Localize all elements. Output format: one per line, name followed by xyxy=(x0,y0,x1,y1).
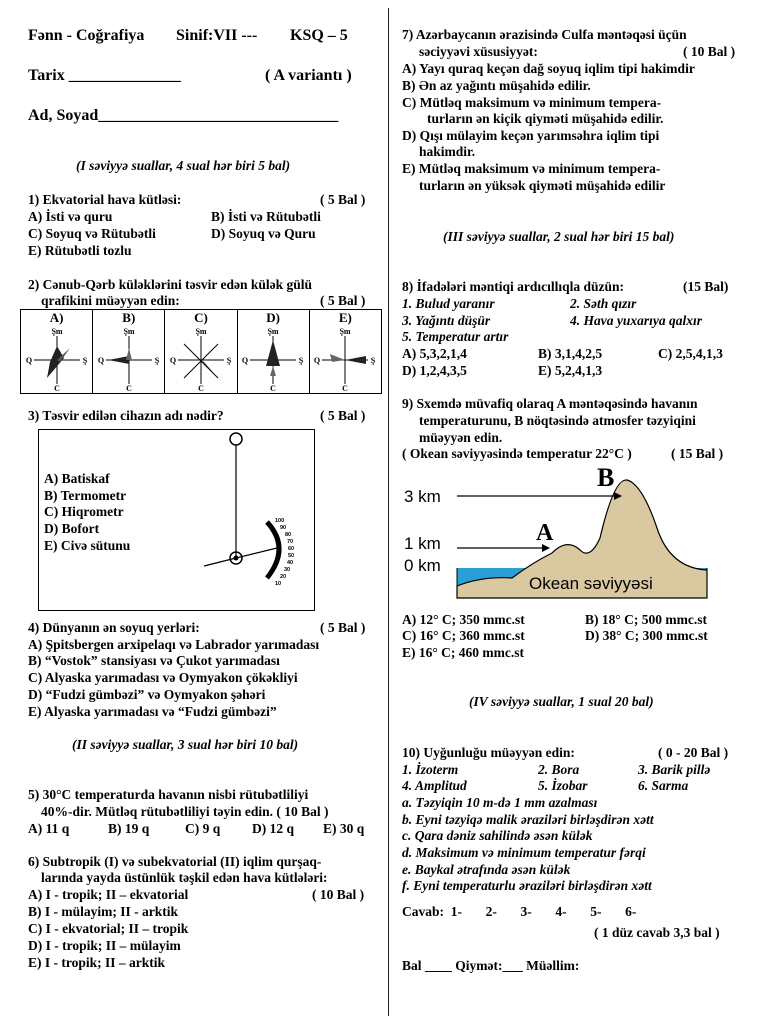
option-c[interactable]: C) I - ekvatorial; II – tropik xyxy=(28,921,189,936)
point-a-label: A xyxy=(536,520,554,546)
south-label: C xyxy=(198,384,204,392)
question-text: 7) Azərbaycanın ərazisində Culfa məntəqəsi üçün xyxy=(402,27,687,42)
east-label: Ş xyxy=(298,356,304,365)
scale-label-30: 30 xyxy=(284,567,291,573)
option-d[interactable]: D) “Fudzi gümbəzi” və Oymyakon şəhəri xyxy=(28,687,266,702)
option-a[interactable]: A) 11 q xyxy=(28,821,70,836)
subject: Fənn - Coğrafiya xyxy=(28,27,145,44)
variant: ( A variantı ) xyxy=(265,67,352,84)
date-label: Tarix ______________ xyxy=(28,67,181,84)
option-b[interactable]: B) Termometr xyxy=(44,488,127,503)
option-b[interactable]: B) I - mülayim; II - arktik xyxy=(28,904,179,919)
south-label: C xyxy=(125,384,132,392)
definition-f: f. Eyni temperaturlu əraziləri birləşdirən xətt xyxy=(402,878,652,893)
term-5: 5. İzobar xyxy=(538,778,588,793)
level-1km: 1 km xyxy=(404,534,441,553)
east-label: Ş xyxy=(226,356,232,365)
north-label: Şm xyxy=(339,327,351,336)
question-text: 5) 30°C temperaturda havanın nisbi rütubətliliyi xyxy=(28,787,309,802)
section-heading-4: (IV səviyyə suallar, 1 sual 20 bal) xyxy=(469,694,654,709)
question-text-cont: səciyyəvi xüsusiyyət: xyxy=(419,44,538,59)
option-b[interactable]: B) 18° C; 500 mmc.st xyxy=(585,612,708,627)
option-d[interactable]: D) Soyuq və Quru xyxy=(211,226,316,241)
east-label: Ş xyxy=(154,356,160,365)
option-b[interactable]: B) “Vostok” stansiyası və Çukot yarımadası xyxy=(28,653,280,668)
west-label: Q xyxy=(314,356,321,365)
option-d[interactable]: D) Bofort xyxy=(44,521,100,536)
option-d[interactable]: D) Qışı mülayim keçən yarımsəhra iqlim tipi xyxy=(402,128,660,143)
question-text-cont: temperaturunu, B nöqtəsində atmosfer təzyiqini xyxy=(419,413,696,428)
wind-rose-c[interactable] xyxy=(165,310,237,394)
scoring-note: ( 1 düz cavab 3,3 bal ) xyxy=(594,925,720,940)
option-d[interactable]: D) 12 q xyxy=(252,821,295,836)
wind-rose-b-icon xyxy=(94,326,164,392)
option-c[interactable]: C) Alyaska yarımadası və Oymyakon çökəkliyi xyxy=(28,670,298,685)
option-a[interactable]: A) I - tropik; II – ekvatorial xyxy=(28,887,189,902)
wind-rose-b[interactable] xyxy=(93,310,165,394)
option-c-cont: turların ən kiçik qiyməti müşahidə edilir. xyxy=(427,111,664,126)
wind-rose-d-icon xyxy=(238,326,308,392)
term-4: 4. Amplitud xyxy=(402,778,467,793)
option-c[interactable]: C) 2,5,4,1,3 xyxy=(658,346,723,361)
west-label: Q xyxy=(97,356,104,365)
hygrometer-icon xyxy=(179,430,314,610)
question-points: ( 0 - 20 Bal ) xyxy=(658,745,729,760)
term-1: 1. İzoterm xyxy=(402,762,459,777)
question-text: 4) Dünyanın ən soyuq yerləri: xyxy=(28,620,200,635)
column-divider xyxy=(388,8,389,1016)
option-label: E) xyxy=(338,310,352,325)
option-e-cont: turların ən yüksək qiyməti müşahidə edilir xyxy=(419,178,666,193)
question-text-cont: 40%-dir. Mütləq rütubətliliyi təyin edin. ( 10 Bal ) xyxy=(41,804,329,819)
option-e[interactable]: E) 30 q xyxy=(323,821,365,836)
option-a[interactable]: A) 12° C; 350 mmc.st xyxy=(402,612,525,627)
wind-rose-a-icon xyxy=(22,326,92,392)
question-text-cont: qrafikini müəyyən edin: xyxy=(41,293,180,308)
definition-c: c. Qara dəniz sahilində əsən külək xyxy=(402,828,593,843)
question-points: ( 5 Bal ) xyxy=(320,408,366,423)
name-label: Ad, Soyad______________________________ xyxy=(28,107,339,124)
question-points: ( 5 Bal ) xyxy=(320,293,366,308)
option-d[interactable]: D) I - tropik; II – mülayim xyxy=(28,938,181,953)
question-note: ( Okean səviyyəsində temperatur 22°C ) xyxy=(402,446,632,461)
scale-label-40: 40 xyxy=(287,560,294,566)
option-c[interactable]: C) Mütləq maksimum və minimum tempera- xyxy=(402,95,662,110)
scale-label-60: 60 xyxy=(288,546,295,552)
option-a[interactable]: A) İsti və quru xyxy=(28,209,113,224)
option-c[interactable]: C) 9 q xyxy=(185,821,221,836)
level-0km: 0 km xyxy=(404,556,441,575)
statement-1: 1. Bulud yaranır xyxy=(402,296,495,311)
question-text: 1) Ekvatorial hava kütləsi: xyxy=(28,192,182,207)
term-3: 3. Barik pillə xyxy=(638,762,711,777)
south-label: C xyxy=(53,384,60,392)
south-label: C xyxy=(270,384,277,392)
option-d-cont: hakimdir. xyxy=(419,144,476,159)
option-c[interactable]: C) Hiqrometr xyxy=(44,504,124,519)
footer-grade-line[interactable]: Bal ____ Qiymət:___ Müəllim: xyxy=(402,958,580,973)
question-text: 10) Uyğunluğu müəyyən edin: xyxy=(402,745,575,760)
scale-label-100: 100 xyxy=(275,518,285,524)
option-e[interactable]: E) 16° C; 460 mmc.st xyxy=(402,645,525,660)
option-b[interactable]: B) 19 q xyxy=(108,821,150,836)
question-points: ( 15 Bal ) xyxy=(671,446,724,461)
south-label: C xyxy=(342,384,349,392)
west-label: Q xyxy=(242,356,249,365)
section-heading-1: (I səviyyə suallar, 4 sual hər biri 5 bal) xyxy=(76,158,291,173)
question-points: ( 5 Bal ) xyxy=(320,192,366,207)
option-c[interactable]: C) 16° C; 360 mmc.st xyxy=(402,628,525,643)
question-text-cont-2: müəyyən edin. xyxy=(419,430,503,445)
option-a[interactable]: A) Yayı quraq keçən dağ soyuq iqlim tipi hakimdir xyxy=(402,61,695,76)
section-heading-3: (III səviyyə suallar, 2 sual hər biri 15 bal) xyxy=(443,229,675,244)
north-label: Şm xyxy=(267,327,279,336)
question-text: 9) Sxemdə müvafiq olaraq A məntəqəsində havanın xyxy=(402,396,698,411)
option-label: D) xyxy=(266,310,281,325)
north-label: Şm xyxy=(123,327,135,336)
question-points: ( 5 Bal ) xyxy=(320,620,366,635)
option-label: C) xyxy=(194,310,208,325)
option-label: A) xyxy=(49,310,64,325)
question-points: (15 Bal) xyxy=(683,279,729,294)
wind-rose-e[interactable] xyxy=(309,310,381,394)
north-label: Şm xyxy=(51,327,63,336)
device-figure xyxy=(38,429,315,611)
wind-rose-table xyxy=(20,309,382,394)
question-text-cont: larında yayda üstünlük təşkil edən hava kütlələri: xyxy=(41,870,328,885)
option-e[interactable]: E) 5,2,4,1,3 xyxy=(538,363,603,378)
statement-5: 5. Temperatur artır xyxy=(402,329,509,344)
scale-label-10: 10 xyxy=(275,581,282,587)
answer-row[interactable]: Cavab: 1- 2- 3- 4- 5- 6- xyxy=(402,904,637,919)
ocean-label: Okean səviyyəsi xyxy=(529,574,653,593)
section-heading-2: (II səviyyə suallar, 3 sual hər biri 10 bal) xyxy=(72,737,299,752)
level-3km: 3 km xyxy=(404,487,441,506)
option-c[interactable]: C) Soyuq və Rütubətli xyxy=(28,226,156,241)
option-e[interactable]: E) Mütləq maksimum və minimum tempera- xyxy=(402,161,661,176)
scale-label-20: 20 xyxy=(280,574,287,580)
question-points: ( 10 Bal ) xyxy=(312,887,365,902)
option-a[interactable]: A) Batiskaf xyxy=(44,471,110,486)
option-d[interactable]: D) 1,2,4,3,5 xyxy=(402,363,467,378)
term-2: 2. Bora xyxy=(538,762,580,777)
question-points: ( 10 Bal ) xyxy=(683,44,736,59)
term-6: 6. Sarma xyxy=(638,778,689,793)
question-text: 8) İfadələri məntiqi ardıcıllıqla düzün: xyxy=(402,279,625,294)
question-text: 2) Cənub-Qərb küləklərini təsvir edən külək gülü xyxy=(28,277,313,292)
wind-rose-a[interactable] xyxy=(21,310,93,394)
mountain-diagram xyxy=(402,458,722,606)
wind-rose-d[interactable] xyxy=(237,310,309,394)
statement-2: 2. Səth qızır xyxy=(570,296,637,311)
west-label: Q xyxy=(169,356,177,365)
definition-d: d. Maksimum və minimum temperatur fərqi xyxy=(402,845,646,860)
wind-rose-e-icon xyxy=(310,326,380,392)
option-b[interactable]: B) İsti və Rütubətli xyxy=(211,209,321,224)
point-b-label: B xyxy=(597,463,615,492)
exam-code: KSQ – 5 xyxy=(290,27,348,44)
option-a[interactable]: A) 5,3,2,1,4 xyxy=(402,346,467,361)
option-e[interactable]: E) Civə sütunu xyxy=(44,538,131,553)
option-e[interactable]: E) Alyaska yarımadası və “Fudzi gümbəzi” xyxy=(28,704,277,719)
option-b[interactable]: B) Ən az yağıntı müşahidə edilir. xyxy=(402,78,591,93)
option-b[interactable]: B) 3,1,4,2,5 xyxy=(538,346,603,361)
scale-label-50: 50 xyxy=(288,553,295,559)
scale-label-90: 90 xyxy=(280,525,287,531)
option-e[interactable]: E) Rütubətli tozlu xyxy=(28,243,132,258)
wind-rose-c-icon xyxy=(166,326,236,392)
north-label: Şm xyxy=(195,327,207,336)
question-text: 3) Təsvir edilən cihazın adı nədir? xyxy=(28,408,224,423)
scale-label-80: 80 xyxy=(285,532,292,538)
east-label: Ş xyxy=(82,356,87,365)
definition-b: b. Eyni təzyiqə malik əraziləri birləşdirən xətt xyxy=(402,812,654,827)
option-label: B) xyxy=(122,310,136,325)
scale-label-70: 70 xyxy=(287,539,294,545)
question-text: 6) Subtropik (I) və subekvatorial (II) iqlim qurşaq- xyxy=(28,854,322,869)
grade: Sinif:VII --- xyxy=(176,27,258,44)
definition-a: a. Təzyiqin 10 m-də 1 mm azalması xyxy=(402,795,598,810)
east-label: Ş xyxy=(371,356,376,365)
option-d[interactable]: D) 38° C; 300 mmc.st xyxy=(585,628,708,643)
statement-4: 4. Hava yuxarıya qalxır xyxy=(570,313,702,328)
west-label: Q xyxy=(25,356,32,365)
option-e[interactable]: E) I - tropik; II – arktik xyxy=(28,955,166,970)
statement-3: 3. Yağıntı düşür xyxy=(402,313,491,328)
definition-e: e. Baykal ətrafında əsən külək xyxy=(402,862,571,877)
option-a[interactable]: A) Şpitsbergen arxipelaqı və Labrador yarımadası xyxy=(28,637,320,652)
